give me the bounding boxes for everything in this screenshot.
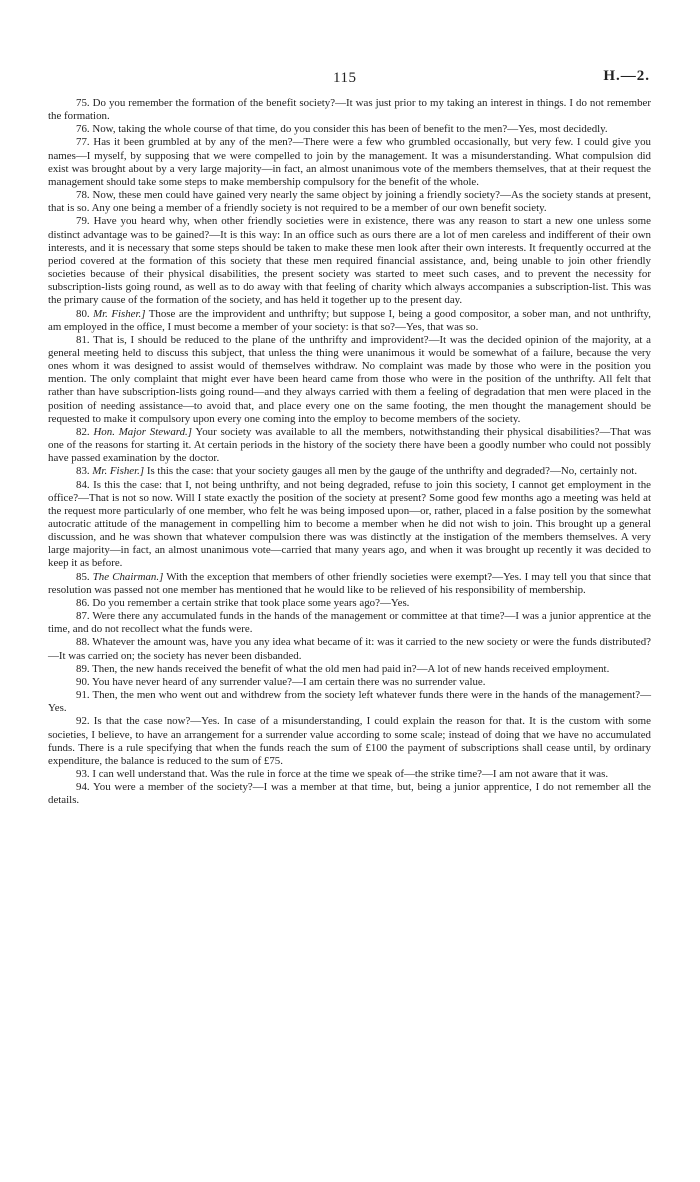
speaker-name: Mr. Fisher.] xyxy=(93,307,146,320)
question-number: 89. xyxy=(76,662,90,675)
question-paragraph xyxy=(48,334,651,426)
speaker-name: Hon. Major Steward.] xyxy=(93,425,193,438)
question-paragraph xyxy=(48,597,651,610)
document-reference: H.—2. xyxy=(603,68,650,84)
question-number: 77. xyxy=(76,136,90,149)
question-paragraph xyxy=(48,715,651,768)
speaker-name: The Chairman.] xyxy=(92,570,164,583)
question-text: Is this the case: that I, not being unthrifty, and not being degraded, refuse to join this society, I cannot get employment in the office?—That is not so now. Will I state exactly the position of the society at present? Some good few months ago a meeting was held at the request more particularly of one member, who felt he was being imposed upon—or, rather, placed in a false position by the somewhat autocratic attitude of the management in compelling him to become a member when he did not wish to join. This brought up a general discussion, and he was shown that whatever compulsion there was was distinctly at the instigation of the members themselves. A very large majority—in fact, an almost unanimous vote—carried that many years ago, and when it was brought up recently it was decided to keep it as before. xyxy=(48,478,651,570)
question-paragraph xyxy=(48,768,651,781)
question-text: Do you remember the formation of the benefit society?—It was just prior to my taking an interest in things. I do not remember the formation. xyxy=(48,97,651,123)
question-number: 93. xyxy=(76,767,90,780)
question-number: 88. xyxy=(76,636,90,649)
question-text: Then, the new hands received the benefit of what the old men had paid in?—A lot of new hands received employment. xyxy=(92,662,610,675)
question-number: 81. xyxy=(76,333,90,346)
question-text: Do you remember a certain strike that took place some years ago?—Yes. xyxy=(92,596,410,609)
question-number: 91. xyxy=(76,689,90,702)
question-paragraph xyxy=(48,610,651,636)
question-paragraph xyxy=(48,479,651,571)
question-number: 85. xyxy=(76,570,90,583)
question-text: You have never heard of any surrender value?—I am certain there was no surrender value. xyxy=(91,675,486,688)
question-paragraph xyxy=(48,571,651,597)
question-text: Have you heard why, when other friendly societies were in existence, there was any reason to start a new one unless some distinct advantage was to be gained?—It is this way: In an office such as ours there are a lot of men careless and indifferent of their own interests, and it is necessary that some steps should be taken to make these men look after their own interests. It frequently occurred at the period covered at the formation of this society that these men required financial assistance, and, being unable to join other friendly societies because of their physical disabilities, the present society was started to meet such cases, and to prevent the necessity for subscription-lists going round, as well as to do away with that feeling of charity which always accompanies a subscription-list. This was the primary cause of the formation of the society, and has held it together up to the present day. xyxy=(48,215,651,307)
question-number: 78. xyxy=(76,189,90,202)
question-paragraph xyxy=(48,781,651,807)
question-text: I can well understand that. Was the rule in force at the time we speak of—the strike time?—I am not aware that it was. xyxy=(92,767,609,780)
question-text: Has it been grumbled at by any of the men?—There were a few who grumbled occasionally, but very few. I could give you names—I myself, by supposing that we were compelled to join by the management. It was a misunderstanding. What compulsion did exist was brought about by a very large majority—in fact, an almost unanimous vote of the members themselves, that at their request the management should take some steps to make membership compulsory for the benefit of the whole. xyxy=(48,136,651,188)
question-number: 79. xyxy=(76,215,90,228)
question-number: 80. xyxy=(76,307,90,320)
question-text: Now, these men could have gained very nearly the same object by joining a friendly society?—As the society stands at present, that is so. Any one being a member of a friendly society is not required to be a member of our own benefit society. xyxy=(48,189,651,215)
question-text: Now, taking the whole course of that time, do you consider this has been of benefit to the men?—Yes, most decidedly. xyxy=(92,123,608,136)
question-paragraph xyxy=(48,308,651,334)
question-text: Were there any accumulated funds in the hands of the management or committee at that time?—I was a junior apprentice at the time, and do not recollect what the funds were. xyxy=(48,610,651,636)
speaker-name: Mr. Fisher.] xyxy=(92,465,145,478)
question-number: 87. xyxy=(76,610,90,623)
question-paragraph xyxy=(48,663,651,676)
question-paragraph xyxy=(48,136,651,189)
question-paragraph xyxy=(48,689,651,715)
question-number: 76. xyxy=(76,123,90,136)
question-text: You were a member of the society?—I was a member at that time, but, being a junior apprentice, I do not remember all the details. xyxy=(48,781,652,807)
question-text: Whatever the amount was, have you any idea what became of it: was it carried to the new society or were the funds distributed?—It was carried on; the society has never been disbanded. xyxy=(48,636,651,662)
page-number: 115 xyxy=(333,70,357,86)
question-text: Your society was available to all the members, notwithstanding their physical disabilities?—That was one of the reasons for starting it. At certain periods in the history of the society there have been a goodly number who could not possibly have passed examination by the doctor. xyxy=(48,425,651,465)
question-number: 86. xyxy=(76,596,90,609)
question-paragraph xyxy=(48,465,651,478)
question-number: 92. xyxy=(76,715,90,728)
question-number: 90. xyxy=(76,675,90,688)
question-text: That is, I should be reduced to the plane of the unthrifty and improvident?—It was the decided opinion of the majority, at a general meeting held to discuss this subject, that unless the thing were unanimous it would be somewhat of a failure, because the very ones whom it was designed to assist would of themselves withdraw. No complaint was made by those who were in the position you mention. The only complaint that might ever have been heard came from those who were in the position of the unthrifty. All felt that rather than have subscription-lists going round—and they always carried with them a feeling of degradation that men were placed in the position of needing assistance—to avoid that, and place every one on the same footing, the men thought the management should be requested to make it compulsory upon every one coming into the employ to become members of the society. xyxy=(48,333,651,425)
question-number: 82. xyxy=(76,425,90,438)
question-text: Those are the improvident and unthrifty; but suppose I, being a good compositor, a sober man, and not unthrifty, am employed in the office, I must become a member of your society: is that so?—Yes, that was so. xyxy=(48,307,651,333)
question-paragraph xyxy=(48,123,651,136)
question-number: 94. xyxy=(76,781,90,794)
question-number: 83. xyxy=(76,465,90,478)
question-number: 75. xyxy=(76,97,90,109)
question-paragraph xyxy=(48,215,651,307)
question-text: With the exception that members of other friendly societies were exempt?—Yes. I may tell you that since that resolution was passed not one member has mentioned that he would like to be relieved of his responsibility of membership. xyxy=(48,570,652,596)
question-paragraph xyxy=(48,189,651,215)
question-text: Then, the men who went out and withdrew from the society left whatever funds there were in the hands of the management?—Yes. xyxy=(48,689,652,715)
question-paragraph xyxy=(48,97,651,123)
question-text: Is this the case: that your society gauges all men by the gauge of the unthrifty and degraded?—No, certainly not. xyxy=(146,465,638,478)
question-text: Is that the case now?—Yes. In case of a misunderstanding, I could explain the reason for that. It is the custom with some societies, I believe, to have an arrangement for a surrender value according to some scale; instead of doing that we have no accumulated funds. There is a rule specifying that when the funds reach the sum of £100 the payment of subscriptions shall cease until, by ordinary expenditure, the balance is reduced to the sum of £75. xyxy=(48,715,651,767)
question-paragraph xyxy=(48,426,651,465)
question-number: 84. xyxy=(76,478,90,491)
document-body xyxy=(48,97,651,807)
question-paragraph xyxy=(48,636,651,662)
question-paragraph xyxy=(48,676,651,689)
